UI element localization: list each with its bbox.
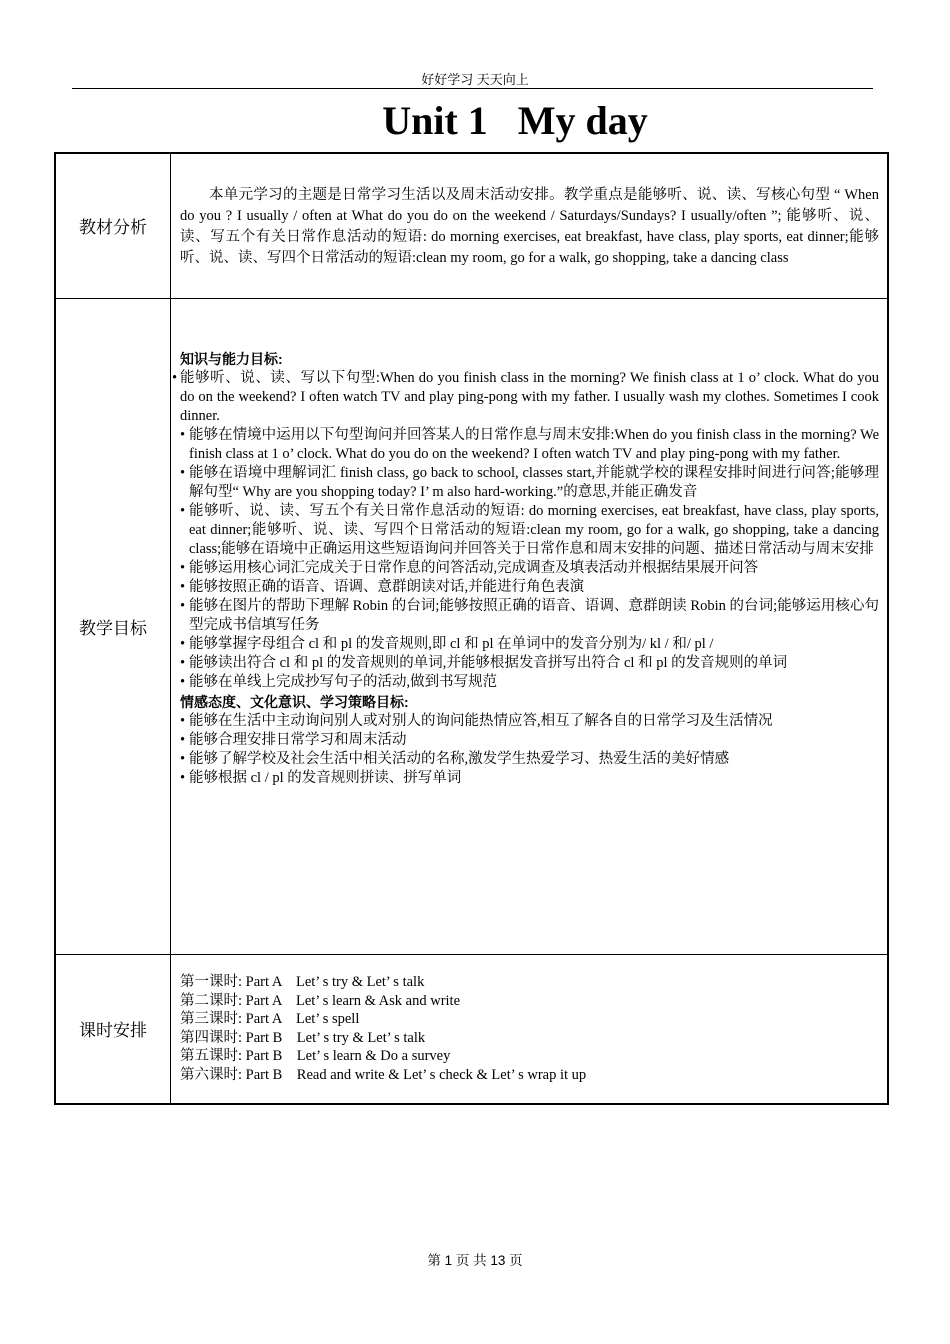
bullet-icon: • — [180, 578, 186, 595]
analysis-label: 教材分析 — [55, 153, 171, 298]
schedule-item: 第二课时: Part A Let’ s learn & Ask and write — [180, 992, 461, 1009]
analysis-row — [55, 153, 888, 298]
bullet-icon: • — [180, 673, 186, 690]
goal-text: 能够运用核心词汇完成关于日常作息的问答活动,完成调查及填表活动并根据结果展开问答 — [189, 559, 759, 576]
goal-text: 能够在语境中理解词汇 finish class, go back to school, classes start,并能就学校的课程安排时间进行问答;能够理解句型“ Why are you shopping today? I’ m also hard-working.”的意思,并能正确发音 — [189, 464, 879, 500]
page-header: 好好学习 天天向上 — [421, 72, 529, 87]
lesson-plan-table — [54, 152, 889, 1105]
bullet-icon: • — [180, 559, 186, 576]
bullet-icon: • — [180, 654, 186, 671]
goal-item — [180, 559, 879, 578]
goal-text: 能够按照正确的语音、语调、意群朗读对话,并能进行角色表演 — [189, 578, 585, 595]
goal-text: 能够在情境中运用以下句型询问并回答某人的日常作息与周末安排:When do you finish class in the morning? We finish class at 1 o’ clock. What do you do on the weekend? I often watch TV and play ping-pong with my father. — [189, 426, 879, 462]
bullet-icon: • — [180, 712, 186, 729]
goals-label: 教学目标 — [55, 298, 171, 954]
goal-item — [180, 464, 879, 502]
goal-text: 能够在单线上完成抄写句子的活动,做到书写规范 — [189, 673, 498, 690]
analysis-cell — [171, 153, 889, 298]
goal-item — [180, 712, 879, 731]
goal-item — [180, 635, 879, 654]
schedule-row — [55, 954, 888, 1104]
attitude-section-title: 情感态度、文化意识、学习策略目标: — [180, 693, 409, 710]
goal-text: 能够合理安排日常学习和周末活动 — [189, 731, 407, 748]
schedule-list — [180, 973, 879, 1085]
knowledge-section-title: 知识与能力目标: — [180, 350, 283, 367]
schedule-item: 第三课时: Part A Let’ s spell — [180, 1011, 360, 1028]
bullet-icon: • — [180, 731, 186, 748]
page-title: Unit 1 My day — [382, 98, 648, 143]
goal-item — [180, 769, 879, 788]
bullet-icon: • — [180, 426, 186, 443]
goals-row — [55, 298, 888, 954]
bullet-icon: • — [180, 635, 186, 652]
goal-item — [180, 750, 879, 769]
goal-item — [180, 597, 879, 635]
goal-text: 能够根据 cl / pl 的发音规则拼读、拼写单词 — [189, 769, 462, 786]
goal-text: 能够了解学校及社会生活中相关活动的名称,激发学生热爱学习、热爱生活的美好情感 — [189, 750, 730, 767]
bullet-icon: • — [172, 369, 178, 386]
goal-item — [180, 502, 879, 559]
goals-cell — [171, 298, 889, 954]
knowledge-goal-list — [172, 369, 879, 692]
schedule-item: 第六课时: Part B Read and write & Let’ s check & Let’ s wrap it up — [180, 1066, 587, 1083]
analysis-text: 本单元学习的主题是日常学习生活以及周末活动安排。教学重点是能够听、说、读、写核心句型 “ When do you ? I usually / often at What do you do on the weekend / Saturdays/Sundays? I usually/often ”; 能够听、说、读、写五个有关日常作息活动的短语: do morning exercises, eat breakfast, have class, play sports, eat dinner;能够听、说、读、写四个日常活动的短语:clean my room, go for a walk, go shopping, take a dancing class — [180, 186, 879, 266]
goal-text: 能够读出符合 cl 和 pl 的发音规则的单词,并能够根据发音拼写出符合 cl 和 pl 的发音规则的单词 — [189, 654, 788, 671]
goal-text: 能够听、说、读、写五个有关日常作息活动的短语: do morning exercises, eat breakfast, have class, play sports, eat dinner;能够听、说、读、写四个日常活动的短语:clean my room, go for a walk, go shopping, take a dancing class;能够在语境中正确运用这些短语询问并回答关于日常作息和周末安排的问题、描述日常活动与周末安排 — [189, 502, 879, 557]
goal-text: 能够在生活中主动询问别人或对别人的询问能热情应答,相互了解各自的日常学习及生活情况 — [189, 712, 773, 729]
goal-text: 能够在图片的帮助下理解 Robin 的台词;能够按照正确的语音、语调、意群朗读 Robin 的台词;能够运用核心句型完成书信填写任务 — [189, 597, 879, 633]
page-footer: 第 1 页 共 13 页 — [427, 1253, 523, 1268]
bullet-icon: • — [180, 750, 186, 767]
goal-item — [180, 426, 879, 464]
schedule-item: 第四课时: Part B Let’ s try & Let’ s talk — [180, 1029, 426, 1046]
goal-item — [172, 369, 879, 426]
bullet-icon: • — [180, 464, 186, 481]
goal-item — [180, 578, 879, 597]
goal-text: 能够掌握字母组合 cl 和 pl 的发音规则,即 cl 和 pl 在单词中的发音分别为/ kl / 和/ pl / — [189, 635, 714, 652]
schedule-label: 课时安排 — [55, 954, 171, 1104]
header-rule — [72, 88, 873, 89]
goals-container — [172, 349, 879, 788]
bullet-icon: • — [180, 597, 186, 614]
attitude-goal-list — [180, 712, 879, 788]
schedule-cell — [171, 954, 889, 1104]
bullet-icon: • — [180, 769, 186, 786]
goal-text: 能够听、说、读、写以下句型:When do you finish class in the morning? We finish class at 1 o’ clock. What do you do on the weekend? I often watch TV and play ping-pong with my father. I usually wash my clothes. Sometimes I cook dinner. — [180, 369, 879, 424]
schedule-item: 第一课时: Part A Let’ s try & Let’ s talk — [180, 973, 425, 990]
bullet-icon: • — [180, 502, 186, 519]
schedule-item: 第五课时: Part B Let’ s learn & Do a survey — [180, 1048, 451, 1065]
goal-item — [180, 673, 879, 692]
goal-item — [180, 731, 879, 750]
goal-item — [180, 654, 879, 673]
